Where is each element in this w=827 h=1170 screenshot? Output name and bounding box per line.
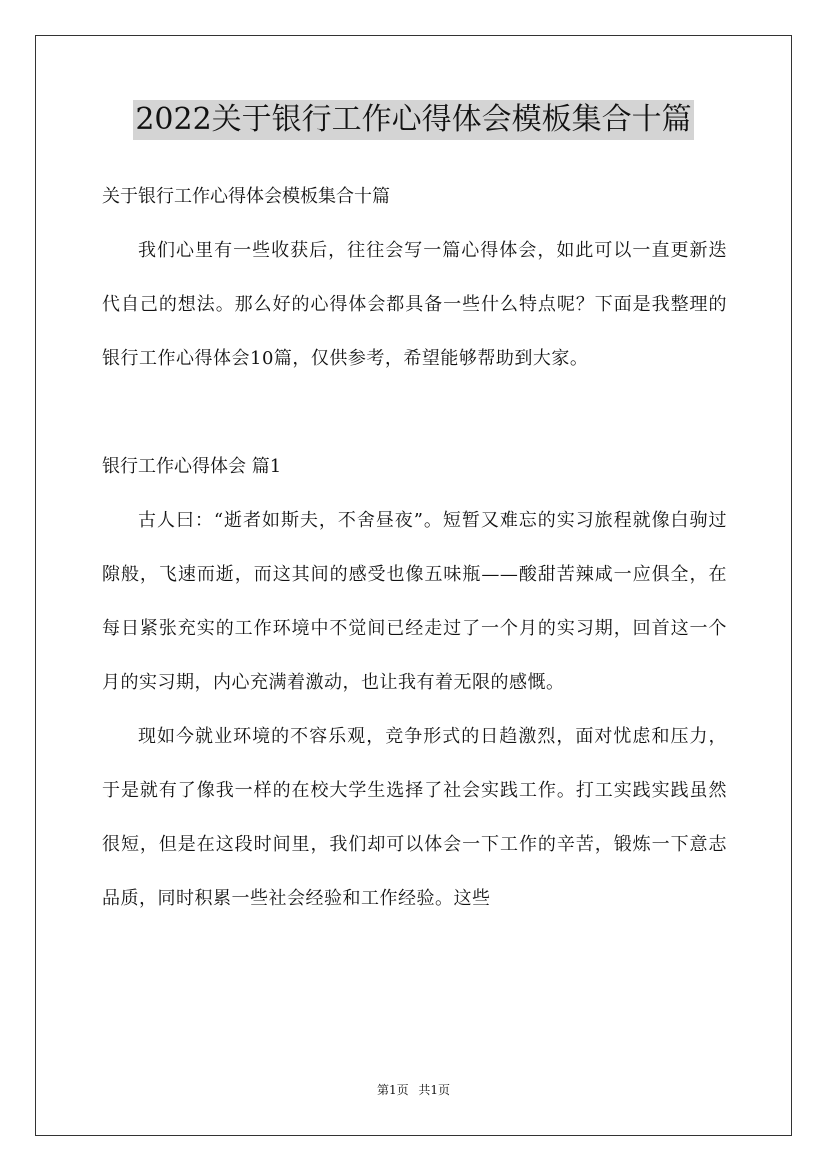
body-paragraph: 古人曰：“逝者如斯夫，不舍昼夜”。短暂又难忘的实习旅程就像白驹过隙般，飞速而逝，而这其间的感受也像五味瓶——酸甜苦辣咸一应俱全，在每日紧张充实的工作环境中不觉间已经走过了一个月的实习期，回首这一个月的实习期，内心充满着激动，也让我有着无限的感慨。 [102,510,727,693]
document-title: 2022关于银行工作心得体会模板集合十篇 [133,100,693,140]
title-container [0,100,827,140]
page-number: 第1页 [376,1083,409,1097]
paragraph-spacer [102,386,727,440]
body-paragraph: 现如今就业环境的不容乐观，竞争形式的日趋激烈，面对忧虑和压力，于是就有了像我一样的在校大学生选择了社会实践工作。打工实践实践虽然很短，但是在这段时间里，我们却可以体会一下工作的辛苦，锻炼一下意志品质，同时积累一些社会经验和工作经验。这些 [102,726,727,909]
section-heading: 银行工作心得体会 篇1 [102,456,282,477]
document-subtitle: 关于银行工作心得体会模板集合十篇 [102,186,390,207]
page-total: 共1页 [418,1083,451,1097]
page-footer [0,1082,827,1098]
intro-paragraph: 我们心里有一些收获后，往往会写一篇心得体会，如此可以一直更新迭代自己的想法。那么好的心得体会都具备一些什么特点呢？下面是我整理的银行工作心得体会10篇，仅供参考，希望能够帮助到大家。 [102,240,727,369]
document-body [102,170,727,926]
